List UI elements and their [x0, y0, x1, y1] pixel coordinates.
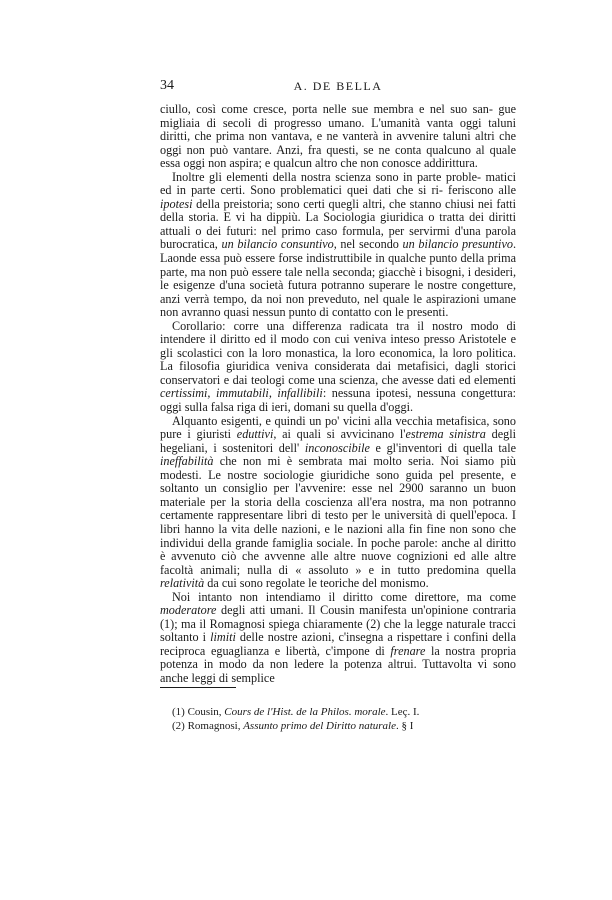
- paragraph-2: Inoltre gli elementi della nostra scienza sono in parte proble- matici ed in parte certi. Sono problematici quei dati che si ri- feriscono alle ipotesi della preistoria; sono certi quegli altri, che stanno chiusi nei fatti della storia. E vi ha dippiù. La Sociologia giuridica o tratta dei diritti attuali o dei futuri: nel primo caso formula, per servirmi d'una parola burocratica, un bilancio consuntivo, nel secondo un bilancio presuntivo. Laonde essa può essere forse indistruttibile in qualche punto della prima parte, ma non può essere tale nella seconda; giacchè i bisogni, i desideri, le esigenze d'una società futura potranno superare le nostre congetture, anzi verrà tempo, da noi non preveduto, nel quale le aspirazioni umane non avranno quasi nessun punto di contatto con le presenti.: [160, 169, 516, 320]
- page-number: 34: [160, 78, 174, 93]
- footnote-2: (2) Romagnosi, Assunto primo del Diritto naturale. § I: [172, 719, 414, 732]
- body-text: [160, 103, 516, 686]
- paragraph-5: Noi intanto non intendiamo il diritto come direttore, ma come moderatore degli atti umani. Il Cousin manifesta un'opinione contraria (1); ma il Romagnosi spiega chiaramente (2) che la legge naturale tracci soltanto i limiti delle nostre azioni, c'insegna a rispettare i confini della reciproca eguaglianza e libertà, c'impone di frenare la nostra propria potenza in modo da non ledere la potenza altrui. Tuttavolta vi sono anche leggi di semplice: [160, 589, 516, 685]
- footnote-rule: [160, 687, 236, 688]
- paragraph-1: ciullo, così come cresce, porta nelle sue membra e nel suo san- gue migliaia di secoli di progresso umano. L'umanità vanta oggi taluni diritti, che prima non vantava, e ne vanterà in avvenire taluni altri che oggi non può vantare. Anzi, fra questi, se ne conta qualcuno al quale essa oggi non aspira; e qualcun altro che non conosce addirittura.: [160, 102, 517, 171]
- paragraph-3: Corollario: corre una differenza radicata tra il nostro modo di intendere il diritto ed il modo con cui veniva inteso presso Aristotele e gli scolastici con la loro monastica, la loro economica, la loro politica. La filosofia giuridica veniva considerata dai metafisici, dagli storici conservatori e dai teologi come una scienza, che avesse dati ed elementi certissimi, immutabili, infallibili: nessuna ipotesi, nessuna congettura: oggi sulla falsa riga di ieri, domani su quella d'oggi.: [160, 318, 516, 415]
- running-head: A. DE BELLA: [293, 79, 383, 93]
- page-header: [160, 78, 516, 96]
- footnote-1: (1) Cousin, Cours de l'Hist. de la Philos. morale. Leç. I.: [172, 706, 420, 718]
- footnotes: [172, 706, 516, 733]
- paragraph-4: Alquanto esigenti, e quindi un po' vicini alla vecchia metafisica, sono pure i giuristi eduttivi, ai quali si avvicinano l'estrema sinistra degli hegeliani, i sostenitori dell' inconoscibile e gl'inventori di quella tale ineffabilità che non mi è sembrata mai molto seria. Noi siamo più modesti. Le nostre sociologie giuridiche sono guida pel presente, e soltanto un consiglio per l'avvenire: esse nel 2900 saranno un buon materiale per la storia della coscienza all'era nostra, ma non potranno certamente rappresentare libri di testo per le università di quell'epoca. I libri hanno la vita delle nazioni, e le nazioni alla fin fine non sono che individui della grande famiglia sociale. In poche parole: anche al diritto è avvenuto ciò che avvenne alle altre nuove cognizioni ed alle altre facoltà animali; nulla di « assoluto » e in tutto predomina quella relatività da cui sono regolate le teoriche del monismo.: [160, 413, 517, 591]
